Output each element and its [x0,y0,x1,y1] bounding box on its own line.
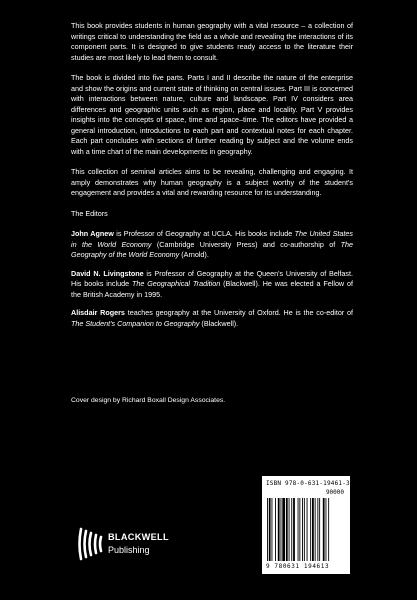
publisher-logo [75,523,169,568]
price-code: 90000 [325,489,344,496]
bio-text: is Professor of Geography at the Queen's University of Belfast. His books include [71,268,353,288]
intro-paragraph-2: The book is divided into five parts. Parts I and II describe the nature of the enterprise and show the origins and current state of thinking on central issues. Part III is concerned with interactions between nature, culture and landscape. Part IV considers area differences and geographic units such as region, place and locality. Part V provides insights into the concepts of space, time and space–time. The editors have provided a general introduction, introductions to each part and contextual notes for each chapter. Each part concludes with sections of further reading by subject and the volume ends with a time chart of the main developments in geography. [71,73,353,156]
editors-heading: The Editors [71,208,108,218]
intro-paragraph-1: This book provides students in human geography with a vital resource – a collection of writings critical to understanding the field as a whole and revealing the interactions of its component parts. It is designed to give students ready access to the literature their studies are most likely to lead them to consult. [71,21,353,62]
blackwell-emblem-icon [75,523,106,565]
book-title: The Geography of the World Economy [71,239,353,259]
barcode-digits: 9 780631 194613 [266,563,330,570]
editor-bio-livingstone [71,269,353,301]
isbn-label: ISBN 978-0-631-19461-3 [266,480,350,487]
bio-text: (Blackwell). [199,318,239,328]
isbn-barcode [262,476,350,574]
book-title: The Geographical Tradition [131,279,221,288]
intro-paragraph-3: This collection of seminal articles aims to be revealing, challenging and engaging. It amply demonstrates why human geography is a subject worthy of the student's engagement and provides a vital and rewarding resource for its understanding. [71,167,353,197]
editor-bio-rogers [71,308,353,329]
blurb-text [71,21,353,337]
book-title: The United States in the World Economy [71,229,353,249]
editor-bio-agnew [71,229,353,261]
barcode-bars [266,498,346,561]
bio-text: (Arnold). [179,250,209,259]
cover-design-credit: Cover design by Richard Boxall Design Associates. [71,397,226,404]
bio-text: teaches geography at the University of Oxford. He is the co-editor of [124,308,354,317]
book-title: The Student's Companion to Geography [71,318,200,328]
bio-text: (Cambridge University Press) and co-authorship of [151,239,341,249]
editor-name: Alisdair Rogers [71,308,125,317]
bio-text: (Blackwell). He was elected a Fellow of the British Academy in 1995. [71,279,353,299]
publisher-name: BLACKWELL [108,532,169,542]
publisher-subtitle: Publishing [108,545,150,555]
editor-name: David N. Livingstone [71,268,144,278]
bio-text: is Professor of Geography at UCLA. His books include [113,229,295,238]
editor-name: John Agnew [71,229,114,238]
